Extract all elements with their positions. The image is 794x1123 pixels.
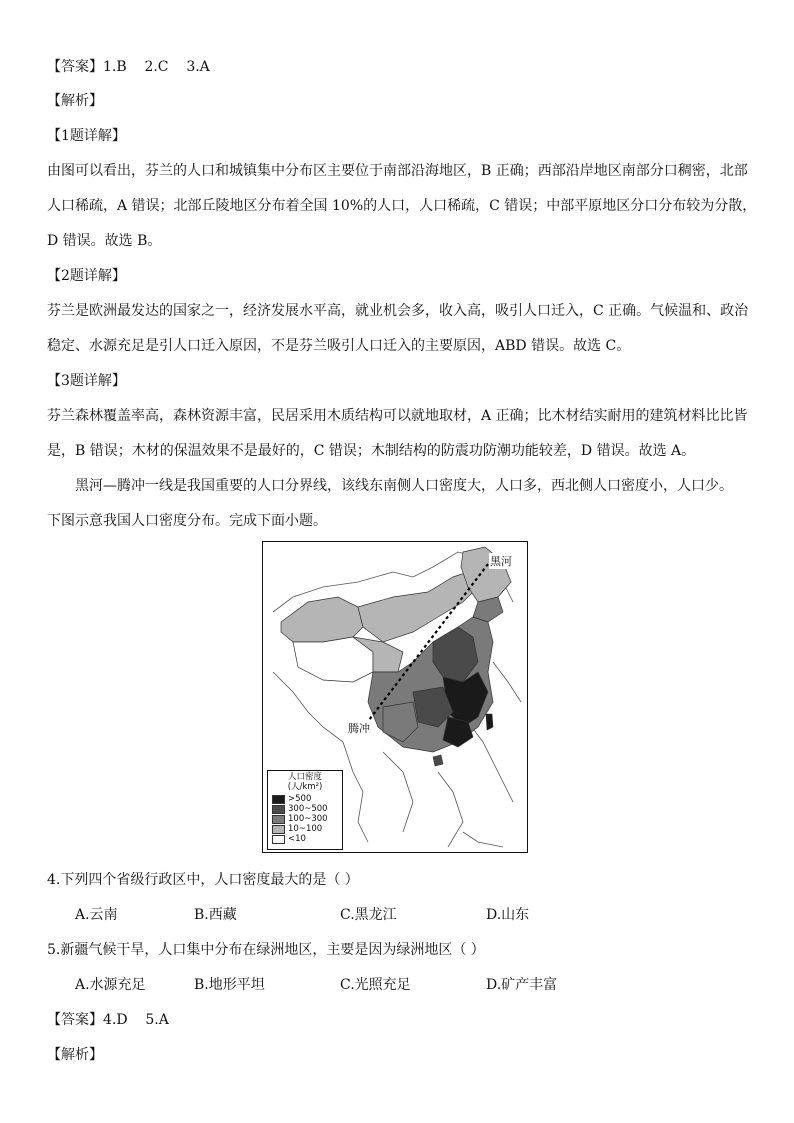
analysis-heading: 【解析】 (47, 93, 103, 109)
region-hainan (433, 755, 443, 766)
q2-line-1: 芬兰是欧洲最发达的国家之一，经济发展水平高，就业机会多，收入高，吸引人口迁入，C 正确。气候温和、政治 (47, 303, 749, 319)
analysis-heading-2: 【解析】 (47, 1047, 103, 1063)
q1-line-3: D 错误。故选 B。 (47, 233, 162, 249)
map-legend (267, 770, 343, 850)
q3-heading: 【3题详解】 (47, 373, 126, 389)
q4-option-b: B.西藏 (194, 907, 237, 923)
label-heihe: 黑河 (490, 555, 512, 568)
q5-option-a: A.水源充足 (75, 977, 146, 993)
legend-title (268, 772, 342, 792)
q5-option-c: C.光照充足 (340, 977, 411, 993)
q3-line-1: 芬兰森林覆盖率高，森林资源丰富，民居采用木质结构可以就地取材，A 正确；比木材结实耐用的建筑材料比比皆 (47, 408, 748, 424)
answer-text: 4.D 5.A (103, 1012, 169, 1028)
legend-label: 10~100 (288, 824, 323, 834)
intro-line-2: 下图示意我国人口密度分布。完成下面小题。 (47, 513, 327, 529)
q5-option-d: D.矿产丰富 (486, 977, 558, 993)
q1-line-1: 由图可以看出，芬兰的人口和城镇集中分布区主要位于南部沿海地区，B 正确；西部沿岸地区南部分口稠密，北部 (47, 163, 748, 179)
answer-line-2 (47, 1011, 169, 1029)
q4-option-c: C.黑龙江 (340, 907, 397, 923)
q2-line-2: 稳定、水源充足是引人口迁入原因，不是芬兰吸引人口迁入的主要原因，ABD 错误。故选 C。 (47, 338, 631, 354)
legend-label: 300~500 (288, 804, 328, 814)
q5-option-b: B.地形平坦 (194, 977, 265, 993)
legend-label: >500 (288, 794, 312, 804)
intro-line-1: 黑河—腾冲一线是我国重要的人口分界线，该线东南侧人口密度大，人口多，西北侧人口密度小，人口少。 (75, 478, 733, 494)
legend-swatch (272, 815, 285, 824)
q4-stem: 4.下列四个省级行政区中，人口密度最大的是（ ） (47, 872, 359, 888)
legend-swatch (272, 825, 285, 834)
q3-line-2: 是，B 错误；木材的保温效果不是最好的，C 错误；木制结构的防震功防潮功能较差，D 错误。故选 A。 (47, 443, 696, 459)
region-xinjiang (281, 597, 363, 642)
legend-title-1: 人口密度 (287, 772, 322, 782)
answer-text: 1.B 2.C 3.A (103, 59, 210, 75)
answer-prefix: 【答案】 (47, 1012, 103, 1028)
legend-title-2: (人/km²) (287, 782, 323, 792)
region-tibet (293, 637, 373, 682)
q1-line-2: 人口稀疏，A 错误；北部丘陵地区分布着全国 10%的人口，人口稀疏，C 错误；中部平原地区分口分布较为分散， (47, 198, 757, 214)
legend-swatch (272, 795, 285, 804)
q5-stem: 5.新疆气候干旱，人口集中分布在绿洲地区，主要是因为绿洲地区（ ） (47, 942, 485, 958)
q4-option-a: A.云南 (75, 907, 118, 923)
legend-swatch (272, 835, 285, 844)
region-taiwan (486, 714, 493, 730)
q4-option-d: D.山东 (486, 907, 530, 923)
population-density-map (262, 541, 528, 853)
q1-heading: 【1题详解】 (47, 128, 126, 144)
answer-line-1 (47, 58, 210, 76)
answer-prefix: 【答案】 (47, 59, 103, 75)
legend-swatch (272, 805, 285, 814)
legend-label: <10 (288, 834, 306, 844)
label-tengchong: 腾冲 (348, 722, 370, 735)
legend-label: 100~300 (288, 814, 328, 824)
q2-heading: 【2题详解】 (47, 268, 126, 284)
